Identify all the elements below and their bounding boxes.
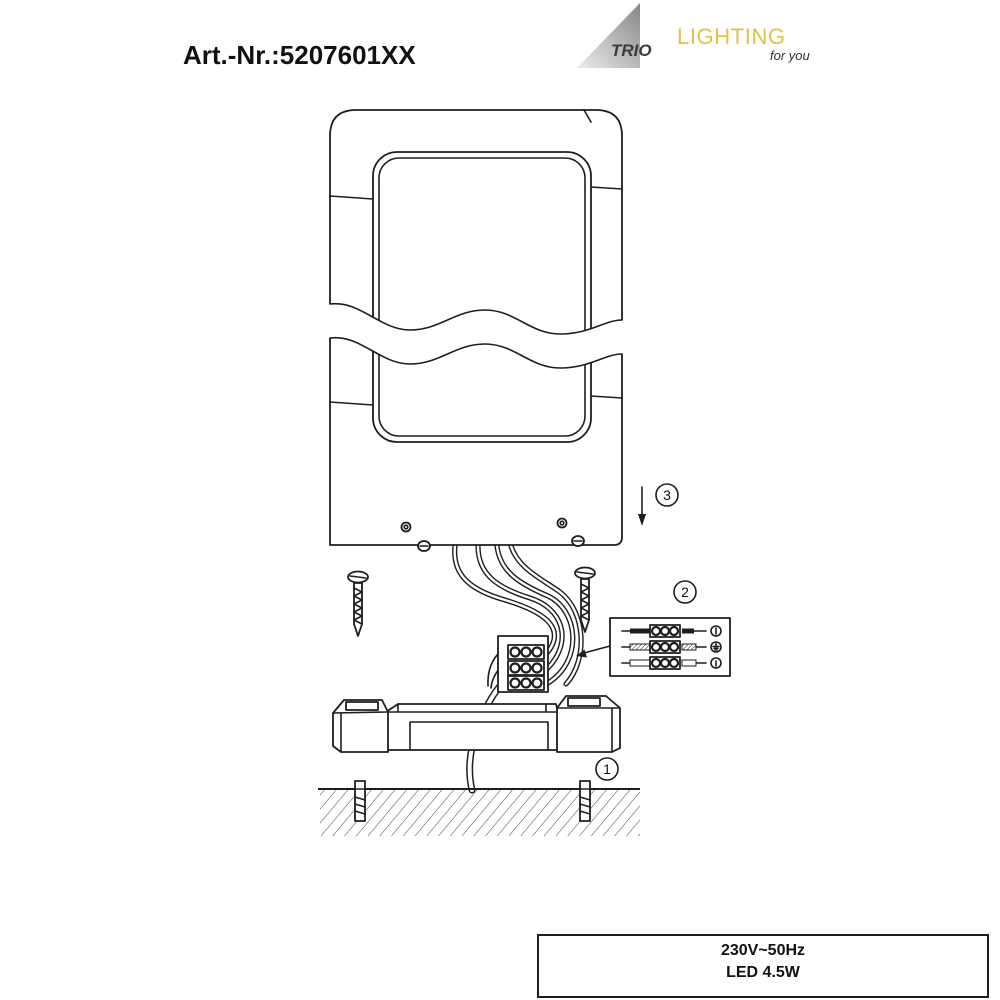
specs-box xyxy=(538,935,988,997)
spec-lamp: LED 4.5W xyxy=(726,964,800,981)
mounting-plate xyxy=(333,696,620,752)
step-3-number: 3 xyxy=(663,487,671,503)
earth-wire-icon xyxy=(630,644,650,650)
logo-wordmark: LIGHTING xyxy=(677,24,786,49)
step-2-number: 2 xyxy=(681,584,689,600)
fixing-hole-right xyxy=(558,519,567,528)
down-arrow-icon xyxy=(638,487,646,526)
step-1-number: 1 xyxy=(603,761,611,777)
article-number: Art.-Nr.:5207601XX xyxy=(183,40,416,70)
step-3-marker xyxy=(656,484,678,506)
ground-hatching xyxy=(320,790,640,836)
logo-brand: TRIO xyxy=(611,41,652,60)
mounting-screw-left xyxy=(348,572,368,637)
neutral-wire-icon xyxy=(630,660,650,666)
fixing-hole-left xyxy=(402,523,411,532)
step-2-marker xyxy=(674,581,696,603)
logo-slogan: for you xyxy=(770,48,810,63)
set-screw-left xyxy=(418,541,430,551)
set-screw-right xyxy=(572,536,584,546)
plate-bar xyxy=(386,704,558,750)
wiring-detail-inset xyxy=(610,618,730,676)
step-1-marker xyxy=(596,758,618,780)
terminal-block xyxy=(498,636,548,692)
trio-logo xyxy=(577,3,810,68)
earth-conductor-icon xyxy=(711,642,721,652)
spec-supply: 230V~50Hz xyxy=(720,942,806,959)
